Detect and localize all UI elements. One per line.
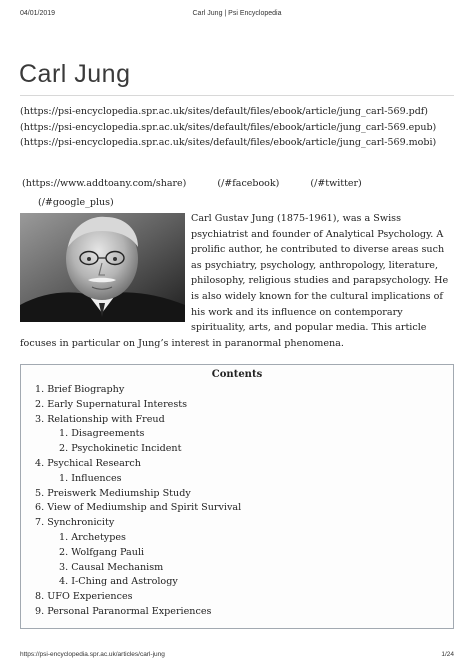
facebook-share-link[interactable]: (/#facebook) [217, 178, 280, 189]
portrait-icon [20, 213, 185, 322]
addtoany-share-link[interactable]: (https://www.addtoany.com/share) [22, 178, 187, 189]
toc-link[interactable]: 2. Psychokinetic Incident [59, 443, 182, 455]
toc-link[interactable]: 5. Preiswerk Mediumship Study [35, 487, 191, 499]
toc-link[interactable]: 3. Relationship with Freud [35, 413, 165, 425]
footer-url: https://psi-encyclopedia.spr.ac.uk/articles/carl-jung [20, 651, 165, 658]
title-divider [20, 95, 454, 96]
portrait-photo [20, 213, 185, 322]
print-date: 04/01/2019 [20, 10, 56, 17]
toc-link[interactable]: 2. Wolfgang Pauli [59, 546, 145, 558]
toc-link[interactable]: 4. I-Ching and Astrology [59, 576, 178, 588]
toc-link[interactable]: 2. Early Supernatural Interests [35, 398, 188, 410]
toc-link[interactable]: 1. Archetypes [59, 531, 126, 543]
toc-link[interactable]: 7. Synchronicity [35, 517, 115, 529]
page-title: Carl Jung [19, 60, 131, 88]
intro-paragraph-continued: focuses in particular on Jung’s interest in paranormal phenomena. [20, 338, 344, 349]
print-site-title: Carl Jung | Psi Encyclopedia [192, 10, 282, 17]
page-number: 1/24 [441, 651, 454, 658]
table-of-contents [20, 364, 454, 629]
toc-link[interactable]: 6. View of Mediumship and Spirit Survival [35, 502, 242, 514]
toc-title: Contents [211, 369, 263, 380]
pdf-download-link[interactable]: (https://psi-encyclopedia.spr.ac.uk/sites/default/files/ebook/article/jung_carl-569.pdf) [20, 106, 429, 117]
mobi-download-link[interactable]: (https://psi-encyclopedia.spr.ac.uk/sites/default/files/ebook/article/jung_carl-569.mobi) [20, 137, 437, 148]
toc-link[interactable]: 4. Psychical Research [35, 457, 141, 469]
intro-paragraph: Carl Gustav Jung (1875-1961), was a Swiss psychiatrist and founder of Analytical Psychology. A prolific author, he contributed to diverse areas such as psychiatry, psychology, anthropology, literature, philosophy, religious studies and parapsychology. He is also widely known for the cultural implications of his work and its influence on contemporary spirituality, arts, and popular media. This article [191, 213, 449, 334]
toc-link[interactable]: 1. Disagreements [59, 428, 145, 440]
share-links [20, 174, 460, 212]
twitter-share-link[interactable]: (/#twitter) [310, 178, 362, 189]
toc-link[interactable]: 1. Influences [59, 472, 122, 484]
google-plus-share-link[interactable]: (/#google_plus) [38, 197, 114, 208]
download-links [20, 104, 460, 151]
toc-link[interactable]: 8. UFO Experiences [35, 591, 133, 603]
toc-link[interactable]: 9. Personal Paranormal Experiences [35, 605, 212, 617]
toc-list [35, 383, 445, 620]
toc-link[interactable]: 1. Brief Biography [35, 384, 125, 395]
epub-download-link[interactable]: (https://psi-encyclopedia.spr.ac.uk/sites/default/files/ebook/article/jung_carl-569.epub) [20, 121, 437, 133]
toc-link[interactable]: 3. Causal Mechanism [59, 561, 164, 573]
